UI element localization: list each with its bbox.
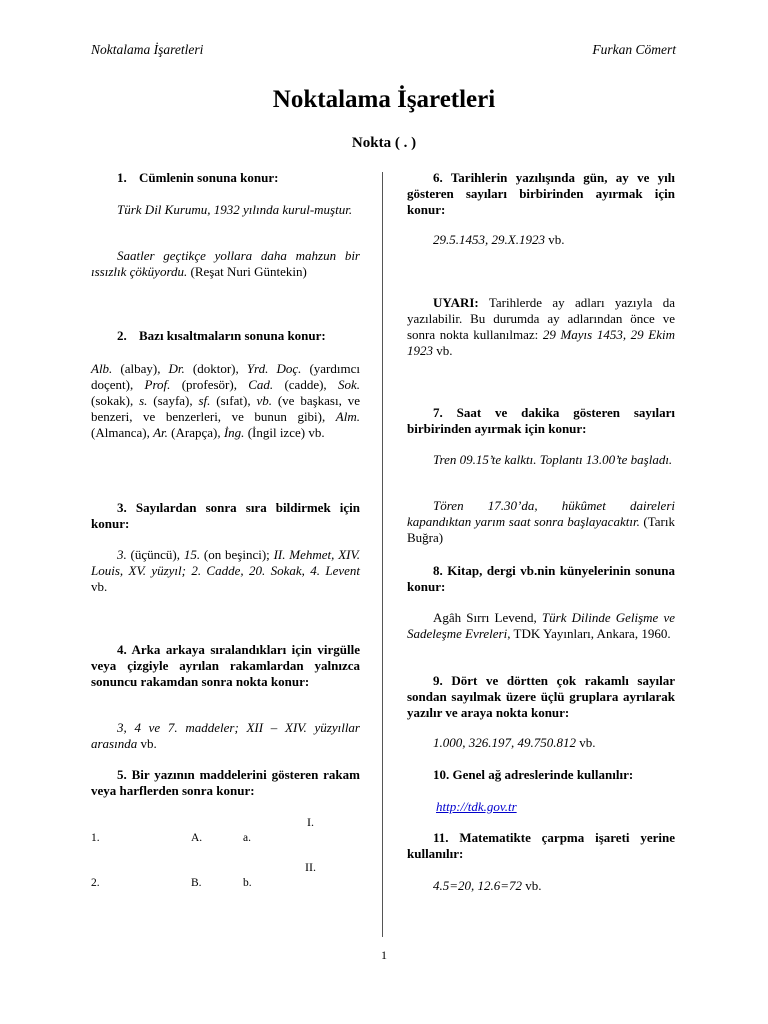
section-6-example: 29.5.1453, 29.X.1923 vb. <box>433 232 565 247</box>
text-run: II. Mehmet, XIV. Louis, XV. yüzyıl; 2. Cadde, 20. Sokak, 4. Levent <box>91 547 361 578</box>
section-1-example-2: Saatler geçtikçe yollara daha mahzun bir ıssızlık çöküyordu. (Reşat Nuri Güntekin) <box>91 248 360 279</box>
text-run: (üçüncü), <box>126 547 184 562</box>
section-8-heading: 8. Kitap, dergi vb.nin künyelerinin sonuna konur: <box>407 563 675 594</box>
text-run: Sok. <box>337 377 360 392</box>
section-9-example: 1.000, 326.197, 49.750.812 vb. <box>433 735 596 750</box>
section-4-heading: 4. Arka arkaya sıralandıkları için virgülle veya çizgiyle ayrılan rakamlardan yalnızca sonuncu rakamdan sonra nokta konur: <box>91 642 360 689</box>
section-7-example-1: Tren 09.15’te kalktı. Toplantı 13.00’te başladı. <box>433 452 673 467</box>
list-arabic-2: 2. <box>91 877 100 889</box>
section-1-heading: 1. Cümlenin sonuna konur: <box>117 170 279 185</box>
section-7-example-2: Tören 17.30’da, hükûmet daireleri kapandıktan yarım saat sonra başlayacaktır. (Tarık Buğra) <box>407 498 675 545</box>
text-run: (sokak), <box>91 393 140 408</box>
list-letter-a: a. <box>243 832 251 844</box>
text-run: 15. <box>183 547 201 562</box>
list-letter-b: b. <box>243 877 252 889</box>
text-run: vb. <box>91 579 108 594</box>
text-run: s. <box>139 393 148 408</box>
text-run: (sıfat), <box>210 393 257 408</box>
section-11-example: 4.5=20, 12.6=72 vb. <box>433 878 542 893</box>
text-run: (ve başkası, ve benzeri, ve benzerleri, ve bunun gibi), <box>91 393 360 424</box>
list-arabic-1: 1. <box>91 832 100 844</box>
section-7-heading: 7. Saat ve dakika gösteren sayıları birbirinden ayırmak için konur: <box>407 405 675 436</box>
header-left: Noktalama İşaretleri <box>91 42 204 57</box>
tdk-link[interactable]: http://tdk.gov.tr <box>436 799 517 814</box>
section-3-heading: 3. Sayılardan sonra sıra bildirmek için konur: <box>91 500 360 531</box>
text-run: (albay), <box>112 361 169 376</box>
left-column <box>91 170 360 910</box>
text-run: vb. <box>256 393 272 408</box>
section-1-example-1: Türk Dil Kurumu, 1932 yılında kurul-muştur. <box>117 202 353 217</box>
text-run: (Almanca), <box>91 425 154 440</box>
section-9-heading: 9. Dört ve dörtten çok rakamlı sayılar sondan sayılmak üzere üçlü gruplara ayrılarak yazılır ve araya nokta konur: <box>407 673 675 720</box>
section-4-example: 3, 4 ve 7. maddeler; XII – XIV. yüzyıllar arasında vb. <box>91 720 360 751</box>
text-run: Ar. <box>153 425 168 440</box>
text-run: (yardımcı doçent), <box>91 361 360 392</box>
list-letter-B: B. <box>191 877 202 889</box>
page-subtitle: Nokta ( . ) <box>351 135 417 151</box>
text-run: (Arapça), <box>167 425 224 440</box>
text-run: 3. <box>117 547 127 562</box>
page-number: 1 <box>381 948 387 962</box>
text-run: , TDK Yayınları, Ankara, 1960. <box>507 626 671 641</box>
header-right: Furkan Cömert <box>592 42 676 57</box>
text-run: Yrd. Doç. <box>246 361 302 376</box>
section-10-link-row <box>407 799 704 815</box>
column-divider <box>382 172 383 937</box>
list-roman-2: II. <box>305 860 316 874</box>
text-run: (on beşinci); <box>200 547 274 562</box>
section-2-abbreviations <box>91 361 360 441</box>
section-11-heading: 11. Matematikte çarpma işareti yerine kullanılır: <box>407 830 675 861</box>
text-run: (profesör), <box>170 377 249 392</box>
text-run: (doktor), <box>184 361 247 376</box>
section-6-heading: 6. Tarihlerin yazılışında gün, ay ve yılı gösteren sayıları birbirinden ayırmak için konur: <box>407 170 675 217</box>
warning-note: UYARI: Tarihlerde ay adları yazıyla da yazılabilir. Bu durumda ay adlarından önce ve sonra nokta kullanılmaz: 29 Mayıs 1453, 29 Ekim 1923 vb. <box>407 295 675 358</box>
text-run: Cad. <box>248 377 274 392</box>
text-run: Agâh Sırrı Levend, <box>433 610 542 625</box>
text-run: Prof. <box>144 377 171 392</box>
text-run: (sayfa), <box>147 393 199 408</box>
list-roman-1: I. <box>307 815 314 829</box>
text-run: Türk Dilinde Gelişme ve Sadeleşme Evreleri <box>407 610 675 641</box>
text-run: (cadde), <box>273 377 338 392</box>
section-5-heading: 5. Bir yazının maddelerini gösteren rakam veya harflerden sonra konur: <box>91 767 360 798</box>
right-column <box>407 170 675 910</box>
section-8-example <box>407 610 675 642</box>
section-3-examples <box>91 547 360 595</box>
text-run: (İngil izce) vb. <box>244 425 325 440</box>
text-run: Alm. <box>335 409 360 424</box>
page-title: Noktalama İşaretleri <box>272 86 496 113</box>
text-run: sf. <box>198 393 211 408</box>
section-2-heading: 2. Bazı kısaltmaların sonuna konur: <box>117 328 326 343</box>
text-run: Dr. <box>168 361 185 376</box>
list-letter-A: A. <box>191 832 203 844</box>
text-run: Alb. <box>91 361 113 376</box>
text-run: İng. <box>223 425 245 440</box>
section-10-heading: 10. Genel ağ adreslerinde kullanılır: <box>433 767 634 782</box>
